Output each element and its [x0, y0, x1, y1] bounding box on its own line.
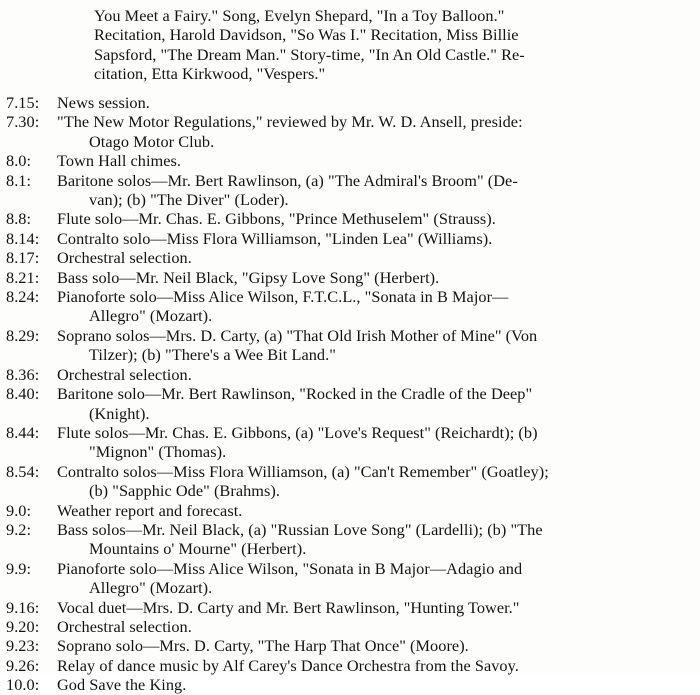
schedule-time: 9.16:	[6, 597, 40, 617]
schedule-item-text: Relay of dance music by Alf Carey's Dance Orchestra from the Savoy.	[57, 655, 519, 675]
schedule-item-text: Contralto solo—Miss Flora Williamson, "Linden Lea" (Williams).	[57, 228, 493, 248]
schedule-time: 8.29:	[6, 325, 40, 345]
schedule-time: 8.1:	[6, 170, 32, 190]
schedule-time: 8.40:	[6, 384, 40, 404]
programme-intro-paragraph: You Meet a Fairy." Song, Evelyn Shepard, "In a Toy Balloon." Recitation, Harold Davidson, "So Was I." Recitation, Miss Billie Sapsford, "The Dream Man." Story-time, "In An Old Castle." Re- citation, Etta Kirkwood, "Vespers."	[94, 6, 525, 84]
schedule-item-text: Vocal duet—Mrs. D. Carty and Mr. Bert Rawlinson, "Hunting Tower."	[57, 597, 520, 617]
programme-schedule-list	[6, 93, 694, 695]
schedule-entry-8-14	[6, 229, 694, 248]
schedule-entry-9-16	[6, 598, 694, 617]
schedule-item-text: Bass solo—Mr. Neil Black, "Gipsy Love Song" (Herbert).	[57, 267, 440, 287]
schedule-item-text: Weather report and forecast.	[57, 500, 243, 520]
schedule-item-text: God Save the King.	[57, 675, 187, 695]
schedule-item-text: Flute solo—Mr. Chas. E. Gibbons, "Prince Methuselem" (Strauss).	[57, 209, 496, 229]
schedule-entry-9-9	[6, 559, 694, 598]
schedule-time: 8.54:	[6, 461, 40, 481]
schedule-item-text: News session.	[57, 93, 150, 112]
schedule-entry-9-2	[6, 520, 694, 559]
schedule-time: 7.30:	[6, 112, 40, 132]
schedule-item-text: Pianoforte solo—Miss Alice Wilson, "Sonata in B Major—Adagio and Allegro" (Mozart).	[57, 558, 523, 598]
schedule-entry-8-44	[6, 423, 694, 462]
schedule-entry-7-15	[6, 93, 694, 112]
schedule-item-text: Orchestral selection.	[57, 248, 192, 268]
schedule-entry-8-36	[6, 365, 694, 384]
schedule-time: 9.20:	[6, 616, 40, 636]
schedule-entry-8-1	[6, 171, 694, 210]
schedule-entry-9-20	[6, 617, 694, 636]
schedule-item-text: Soprano solos—Mrs. D. Carty, (a) "That Old Irish Mother of Mine" (Von Tilzer); (b) "There's a Wee Bit Land."	[57, 325, 538, 365]
schedule-entry-8-29	[6, 326, 694, 365]
schedule-time: 8.21:	[6, 267, 40, 287]
schedule-entry-8-24	[6, 287, 694, 326]
schedule-item-text: Orchestral selection.	[57, 364, 192, 384]
schedule-item-text: Town Hall chimes.	[57, 151, 182, 171]
schedule-time: 9.2:	[6, 519, 32, 539]
schedule-item-text: Orchestral selection.	[57, 616, 192, 636]
schedule-entry-8-17	[6, 248, 694, 267]
schedule-time: 9.0:	[6, 500, 32, 520]
schedule-entry-9-23	[6, 636, 694, 655]
schedule-entry-8-40	[6, 384, 694, 423]
schedule-item-text: Flute solos—Mr. Chas. E. Gibbons, (a) "Love's Request" (Reichardt); (b) "Mignon" (Thomas).	[57, 422, 538, 462]
schedule-time: 9.26:	[6, 655, 40, 675]
schedule-time: 8.14:	[6, 228, 40, 248]
schedule-time: 8.44:	[6, 422, 40, 442]
schedule-item-text: Baritone solos—Mr. Bert Rawlinson, (a) "The Admiral's Broom" (De- van); (b) "The Diver" (Loder).	[57, 170, 518, 210]
schedule-time: 8.17:	[6, 248, 40, 268]
schedule-time: 8.36:	[6, 364, 40, 384]
schedule-time: 10.0:	[6, 675, 40, 695]
schedule-time: 9.23:	[6, 636, 40, 656]
schedule-entry-9-0	[6, 501, 694, 520]
schedule-entry-8-54	[6, 462, 694, 501]
schedule-time: 9.9:	[6, 558, 32, 578]
schedule-item-text: Contralto solos—Miss Flora Williamson, (a) "Can't Remember" (Goatley); (b) "Sapphic Ode" (Brahms).	[57, 461, 549, 501]
schedule-entry-8-0	[6, 151, 694, 170]
schedule-time: 8.8:	[6, 209, 32, 229]
schedule-entry-9-26	[6, 656, 694, 675]
schedule-entry-7-30	[6, 112, 694, 151]
schedule-item-text: Pianoforte solo—Miss Alice Wilson, F.T.C.L., "Sonata in B Major— Allegro" (Mozart).	[57, 287, 509, 326]
schedule-entry-8-21	[6, 268, 694, 287]
schedule-item-text: Soprano solo—Mrs. D. Carty, "The Harp That Once" (Moore).	[57, 636, 469, 656]
schedule-time: 7.15:	[6, 93, 40, 112]
schedule-item-text: Baritone solo—Mr. Bert Rawlinson, "Rocked in the Cradle of the Deep" (Knight).	[57, 384, 533, 423]
schedule-time: 8.0:	[6, 151, 32, 171]
schedule-entry-8-8	[6, 209, 694, 228]
schedule-item-text: "The New Motor Regulations," reviewed by Mr. W. D. Ansell, preside: Otago Motor Club.	[57, 112, 523, 151]
schedule-entry-10-0	[6, 675, 694, 694]
schedule-item-text: Bass solos—Mr. Neil Black, (a) "Russian Love Song" (Lardelli); (b) "The Mountains o' Mourne" (Herbert).	[57, 519, 543, 559]
schedule-time: 8.24:	[6, 287, 40, 307]
